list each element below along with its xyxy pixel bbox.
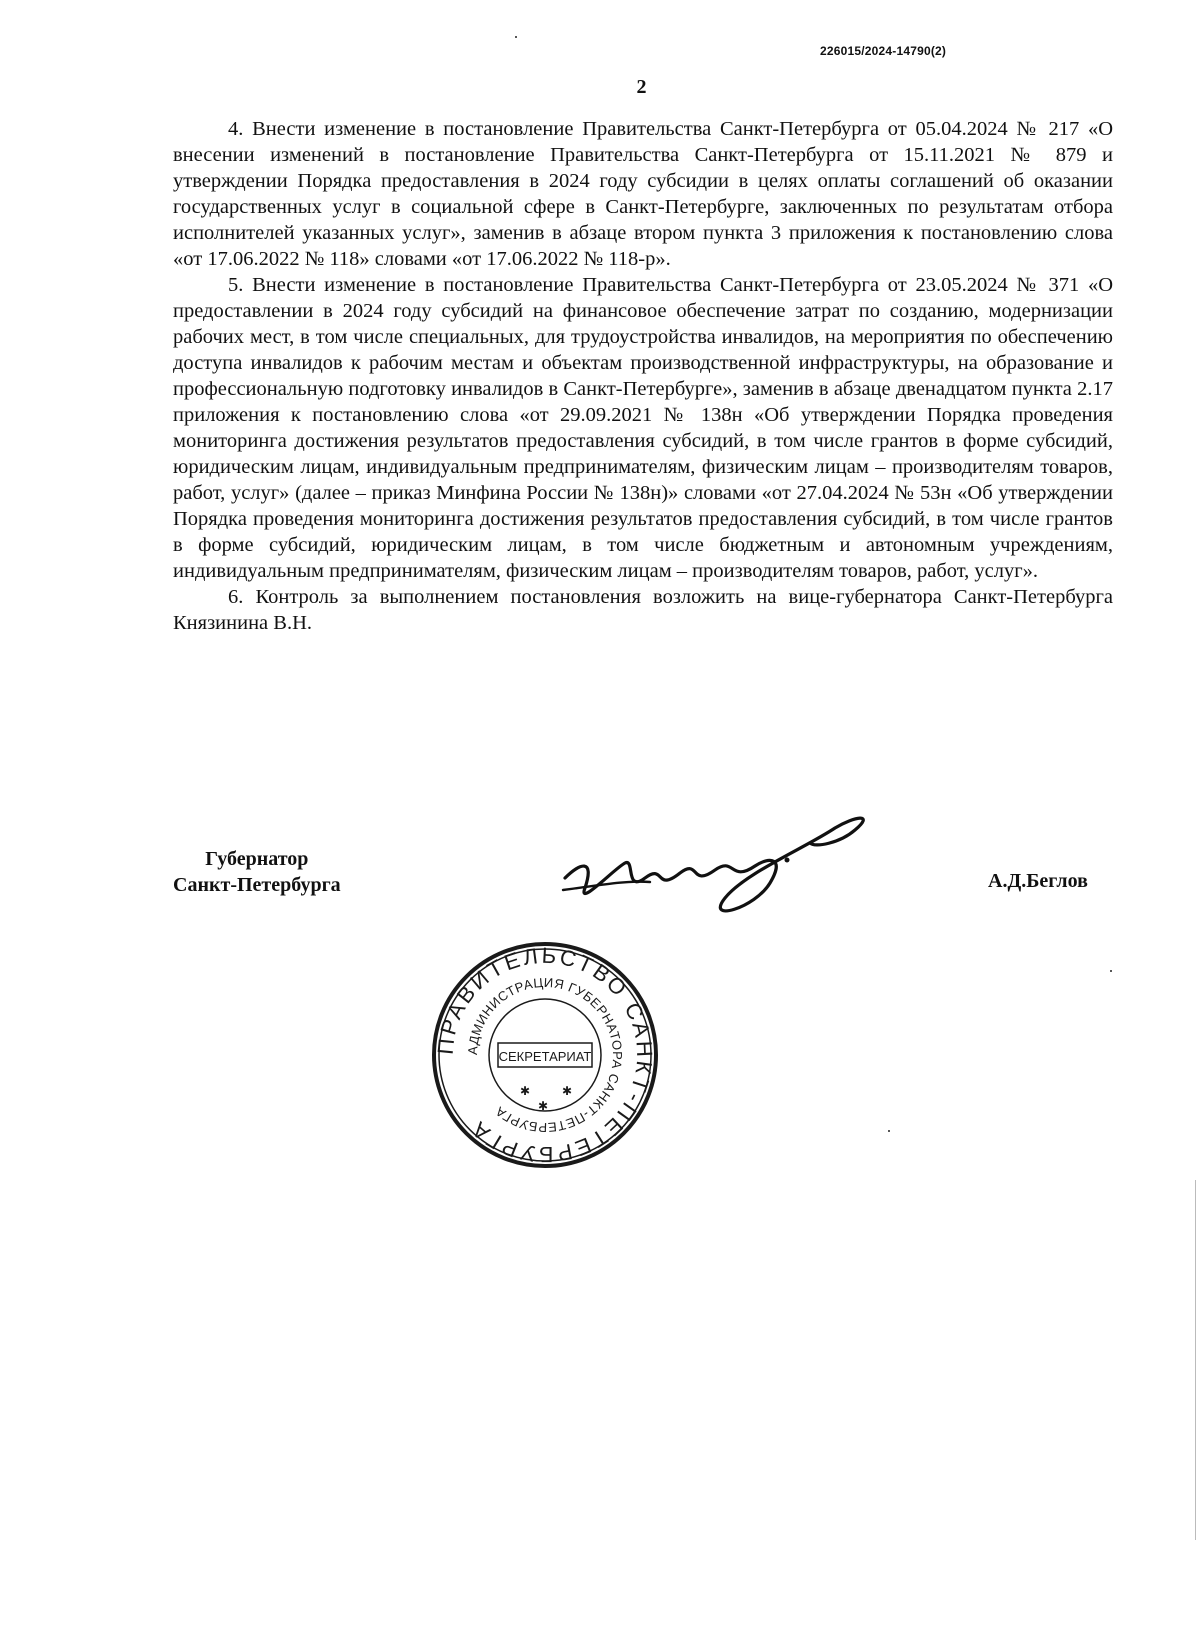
signatory-name: А.Д.Беглов	[988, 870, 1088, 892]
paragraph-4: 4. Внести изменение в постановление Правительства Санкт-Петербурга от 05.04.2024 № 217 «О внесении изменений в постановление Правительства Санкт-Петербурга от 15.11.2021 № 879 и утверждении Порядка предоставления в 2024 году субсидии в целях оплаты соглашений об оказании государственных услуг в социальной сфере в Санкт-Петербурге, заключенных по результатам отбора исполнителей указанных услуг», заменив в абзаце втором пункта 3 приложения к постановлению слова «от 17.06.2022 № 118» словами «от 17.06.2022 № 118-р».	[173, 118, 1113, 270]
page-number: 2	[636, 76, 647, 98]
document-id: 226015/2024-14790(2)	[820, 44, 947, 58]
official-seal	[430, 940, 660, 1170]
scan-edge-line	[1195, 1180, 1196, 1540]
seal-center-text: СЕКРЕТАРИАТ	[498, 1049, 592, 1064]
signatory-title	[173, 846, 341, 898]
signatory-title-line1: Губернатор	[205, 848, 309, 870]
seal-stamp	[430, 940, 660, 1170]
seal-outer-text: ПРАВИТЕЛЬСТВО САНКТ-ПЕТЕРБУРГА	[432, 942, 658, 1168]
signatory-title-line2: Санкт-Петербурга	[173, 874, 341, 896]
svg-text:✱: ✱	[520, 1084, 531, 1098]
paragraph-6: 6. Контроль за выполнением постановления возложить на вице-губернатора Санкт-Петербурга Князинина В.Н.	[173, 586, 1113, 634]
scan-speck	[515, 36, 517, 38]
document-body	[173, 116, 1113, 636]
svg-text:✱: ✱	[562, 1084, 573, 1098]
handwritten-signature	[555, 808, 900, 923]
svg-text:✱: ✱	[538, 1099, 549, 1113]
scan-speck	[888, 1130, 890, 1132]
paragraph-5: 5. Внести изменение в постановление Правительства Санкт-Петербурга от 23.05.2024 № 371 «О предоставлении в 2024 году субсидий на финансовое обеспечение затрат по созданию, модернизации рабочих мест, в том числе специальных, для трудоустройства инвалидов, на мероприятия по обеспечению доступа инвалидов к рабочим местам и объектам производственной инфраструктуры, на образование и профессиональную подготовку инвалидов в Санкт-Петербурге», заменив в абзаце двенадцатом пункта 2.17 приложения к постановлению слова «от 29.09.2021 № 138н «Об утверждении Порядка проведения мониторинга достижения результатов предоставления субсидий, в том числе грантов в форме субсидий, юридическим лицам, индивидуальным предпринимателям, физическим лицам – производителям товаров, работ, услуг» (далее – приказ Минфина России № 138н)» словами «от 27.04.2024 № 53н «Об утверждении Порядка проведения мониторинга достижения результатов предоставления субсидий, в том числе грантов в форме субсидий, юридическим лицам, в том числе бюджетным и автономным учреждениям, индивидуальным предпринимателям, физическим лицам – производителям товаров, работ, услуг».	[173, 274, 1113, 582]
seal-inner-text: АДМИНИСТРАЦИЯ ГУБЕРНАТОРА САНКТ-ПЕТЕРБУРГА	[464, 974, 626, 1136]
scan-speck	[1110, 970, 1112, 972]
